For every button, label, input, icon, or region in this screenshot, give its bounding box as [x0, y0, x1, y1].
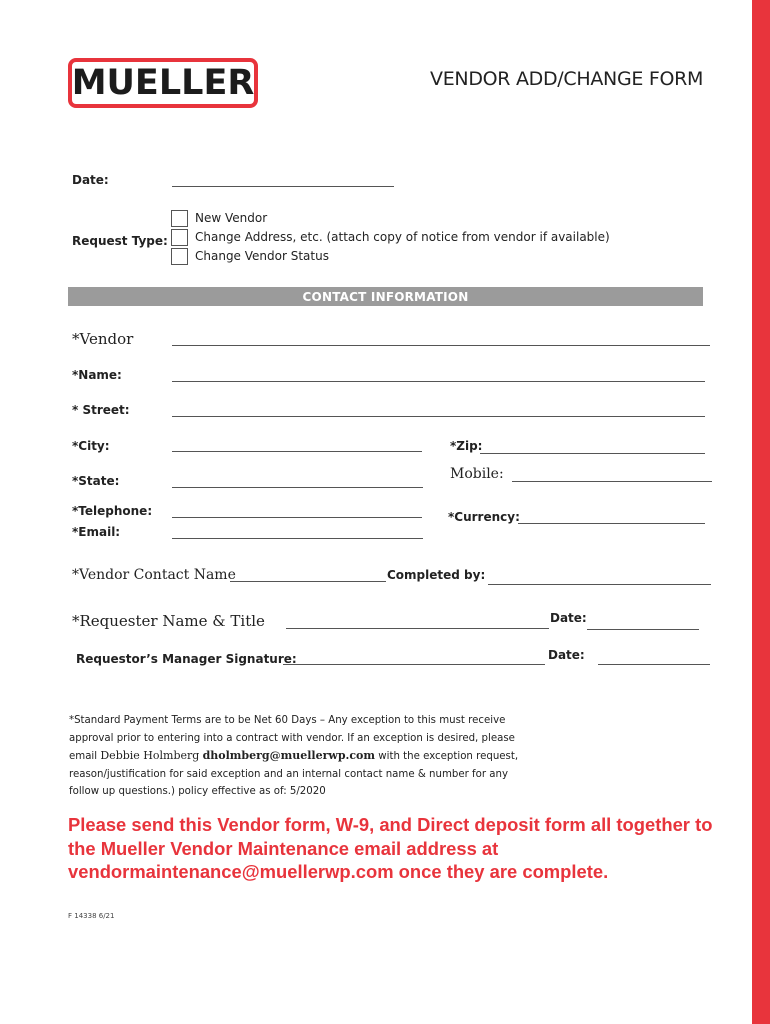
email-label: *Email: — [72, 525, 121, 539]
zip-label: *Zip: — [450, 439, 483, 453]
currency-label: *Currency: — [448, 510, 520, 524]
section-title: CONTACT INFORMATION — [302, 289, 469, 304]
currency-field[interactable] — [518, 523, 705, 524]
telephone-field[interactable] — [172, 517, 422, 518]
mobile-label: Mobile: — [450, 466, 504, 482]
payment-terms-note — [69, 712, 519, 801]
email-field[interactable] — [172, 538, 423, 539]
state-field[interactable] — [172, 487, 423, 488]
completed-by-label: Completed by: — [387, 568, 486, 582]
contact-name: Debbie Holmberg — [100, 749, 200, 763]
logo-text: MUELLER — [71, 62, 255, 103]
manager-signature-label: Requestor’s Manager Signature: — [76, 652, 297, 666]
manager-signature-field[interactable] — [283, 664, 545, 665]
city-field[interactable] — [172, 451, 422, 452]
request-type-label: Request Type: — [72, 234, 168, 248]
vendor-contact-field[interactable] — [230, 581, 386, 582]
manager-date-field[interactable] — [598, 664, 710, 665]
change-status-label: Change Vendor Status — [195, 249, 329, 263]
city-label: *City: — [72, 439, 110, 453]
completed-by-field[interactable] — [488, 584, 711, 585]
date-label-2: Date: — [550, 611, 587, 625]
mueller-logo — [68, 58, 258, 108]
right-accent-bar — [752, 0, 770, 1024]
street-label: * Street: — [72, 403, 130, 417]
new-vendor-checkbox[interactable] — [171, 210, 188, 227]
contact-email-link[interactable]: dholmberg@muellerwp.com — [202, 749, 376, 763]
change-address-checkbox[interactable] — [171, 229, 188, 246]
date-label: Date: — [72, 173, 109, 187]
change-address-label: Change Address, etc. (attach copy of notice from vendor if available) — [195, 230, 610, 244]
submission-instructions: Please send this Vendor form, W-9, and Direct deposit form all together to the Mueller Vendor Maintenance email address at vendormaintenance@muellerwp.com once they are complete. — [68, 814, 713, 882]
contact-information-header — [68, 287, 703, 306]
requester-label: *Requester Name & Title — [72, 612, 265, 630]
requester-date-field[interactable] — [587, 629, 699, 630]
new-vendor-label: New Vendor — [195, 211, 268, 225]
zip-field[interactable] — [480, 453, 705, 454]
change-status-checkbox[interactable] — [171, 248, 188, 265]
date-label-3: Date: — [548, 648, 585, 662]
form-number: F 14338 6/21 — [68, 912, 115, 920]
telephone-label: *Telephone: — [72, 504, 153, 518]
date-field[interactable] — [172, 186, 394, 187]
state-label: *State: — [72, 474, 120, 488]
form-title: VENDOR ADD/CHANGE FORM — [430, 68, 704, 90]
vendor-label: *Vendor — [72, 330, 134, 348]
name-field[interactable] — [172, 381, 705, 382]
mobile-field[interactable] — [512, 481, 712, 482]
requester-field[interactable] — [286, 628, 549, 629]
note-text-2: with the exception request, reason/justification for said exception and an internal contact name & number for any follow up questions.) policy effective as of: 5/2020 — [69, 751, 519, 798]
note-text-1: *Standard Payment Terms are to be Net 60 Days – Any exception to this must receive approval prior to entering into a contract with vendor. If an exception is desired, please email — [69, 715, 515, 763]
vendor-contact-label: *Vendor Contact Name — [72, 567, 236, 583]
name-label: *Name: — [72, 368, 122, 382]
street-field[interactable] — [172, 416, 705, 417]
vendor-field[interactable] — [172, 345, 710, 346]
